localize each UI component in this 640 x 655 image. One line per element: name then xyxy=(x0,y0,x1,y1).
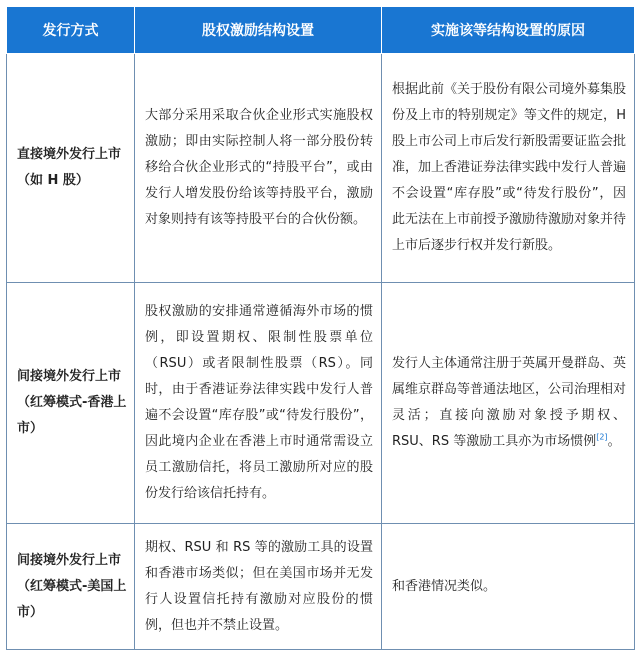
method-cell: 间接境外发行上市（红筹模式-香港上市） xyxy=(7,283,135,524)
reason-cell: 根据此前《关于股份有限公司境外募集股份及上市的特别规定》等文件的规定，H 股上市公司上市后发行新股需要证监会批准，加上香港证券法律实践中发行人普遍不会设置“库存股”或“待发行股份”，因此无法在上市前授予激励待激励对象并待上市后逐步行权并发行新股。 xyxy=(382,54,635,283)
equity-incentive-table xyxy=(6,6,635,650)
header-structure: 股权激励结构设置 xyxy=(135,7,382,54)
structure-cell: 股权激励的安排通常遵循海外市场的惯例，即设置期权、限制性股票单位（RSU）或者限制性股票（RS）。同时，由于香港证券法律实践中发行人普遍不会设置“库存股”或“待发行股份”，因此境内企业在香港上市时通常需设立员工激励信托，将员工激励所对应的股份发行给该信托持有。 xyxy=(135,283,382,524)
reason-cell: 和香港情况类似。 xyxy=(382,524,635,650)
method-cell: 间接境外发行上市（红筹模式-美国上市） xyxy=(7,524,135,650)
header-row xyxy=(7,7,635,54)
footnote-ref-link[interactable]: [2] xyxy=(596,432,608,442)
table-row xyxy=(7,283,635,524)
table-row xyxy=(7,54,635,283)
structure-cell: 大部分采用采取合伙企业形式实施股权激励；即由实际控制人将一部分股份转移给合伙企业形式的“持股平台”，或由发行人增发股份给该等持股平台，激励对象则持有该等持股平台的合伙份额。 xyxy=(135,54,382,283)
header-method: 发行方式 xyxy=(7,7,135,54)
reason-text: 发行人主体通常注册于英属开曼群岛、英属维京群岛等普通法地区，公司治理相对灵活；直接向激励对象授予期权、RSU、RS 等激励工具亦为市场惯例 xyxy=(392,356,627,449)
method-cell: 直接境外发行上市（如 H 股） xyxy=(7,54,135,283)
reason-cell xyxy=(382,283,635,524)
reason-end-punct: 。 xyxy=(607,434,621,449)
header-reason: 实施该等结构设置的原因 xyxy=(382,7,635,54)
table-row xyxy=(7,524,635,650)
structure-cell: 期权、RSU 和 RS 等的激励工具的设置和香港市场类似；但在美国市场并无发行人设置信托持有激励对应股份的惯例，但也并不禁止设置。 xyxy=(135,524,382,650)
